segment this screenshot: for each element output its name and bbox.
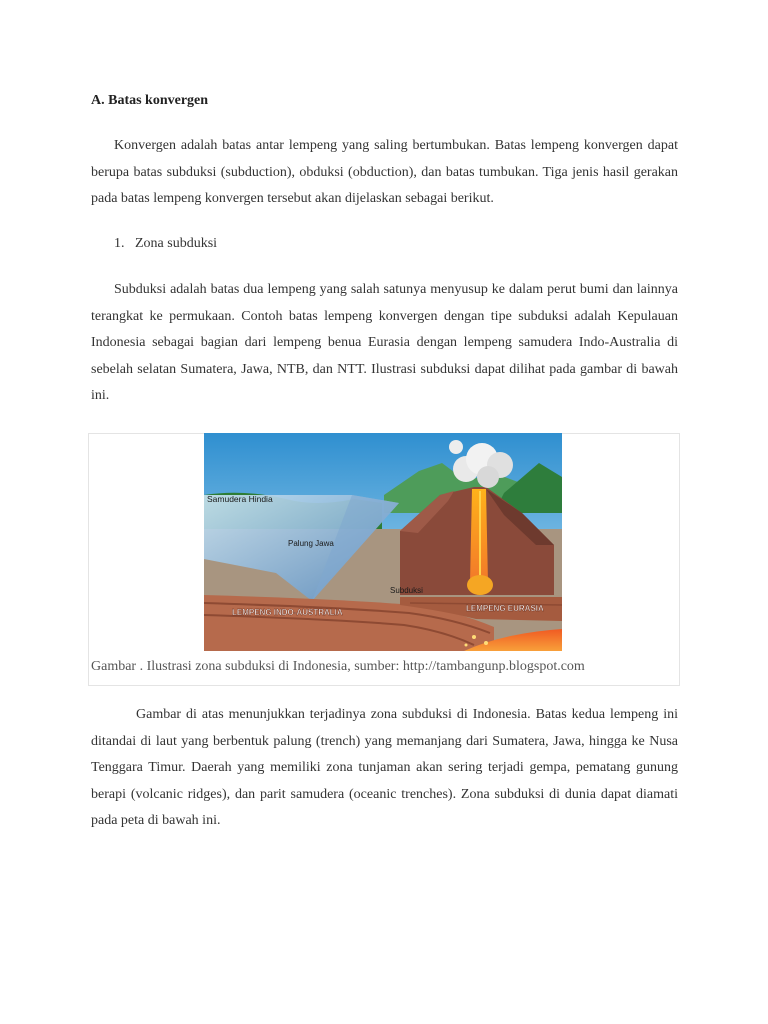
label-palung-jawa: Palung Jawa xyxy=(288,539,334,548)
subsection-number: 1. xyxy=(114,236,125,251)
subduction-paragraph: Subduksi adalah batas dua lempeng yang salah satunya menyusup ke dalam perut bumi dan lainnya terangkat ke permukaan. Contoh batas lempeng konvergen dengan tipe subduksi adalah Kepulauan Indonesia sebagai bagian dari lempeng benua Eurasia dengan lempeng samudera Indo-Australia di sebelah selatan Sumatera, Jawa, NTB, dan NTT. Ilustrasi subduksi dapat dilihat pada gambar di bawah ini. xyxy=(91,282,678,403)
label-samudera-hindia: Samudera Hindia xyxy=(207,494,273,504)
subsection-title xyxy=(114,236,217,252)
subduction-illustration xyxy=(204,433,562,651)
label-subduksi: Subduksi xyxy=(390,586,423,595)
label-lempeng-eurasia: LEMPENG EURASIA xyxy=(466,604,544,613)
figure-caption: Gambar . Ilustrasi zona subduksi di Indonesia, sumber: http://tambangunp.blogspot.com xyxy=(91,659,585,674)
closing-paragraph: Gambar di atas menunjukkan terjadinya zona subduksi di Indonesia. Batas kedua lempeng ini ditandai di laut yang berbentuk palung (trench) yang memanjang dari Sumatera, Jawa, hingga ke Nusa Tenggara Timur. Daerah yang memiliki zona tunjaman akan sering terjadi gempa, pematang gunung berapi (volcanic ridges), dan parit samudera (oceanic trenches). Zona subduksi di dunia dapat diamati pada peta di bawah ini. xyxy=(91,707,678,828)
intro-paragraph: Konvergen adalah batas antar lempeng yang saling bertumbukan. Batas lempeng konvergen dapat berupa batas subduksi (subduction), obduksi (obduction), dan batas tumbukan. Tiga jenis hasil gerakan pada batas lempeng konvergen tersebut akan dijelaskan sebagai berikut. xyxy=(91,138,678,206)
section-heading: A. Batas konvergen xyxy=(91,93,209,108)
subsection-title-text: Zona subduksi xyxy=(135,236,218,251)
label-lempeng-indo-australia: LEMPENG INDO-AUSTRALIA xyxy=(232,608,343,617)
